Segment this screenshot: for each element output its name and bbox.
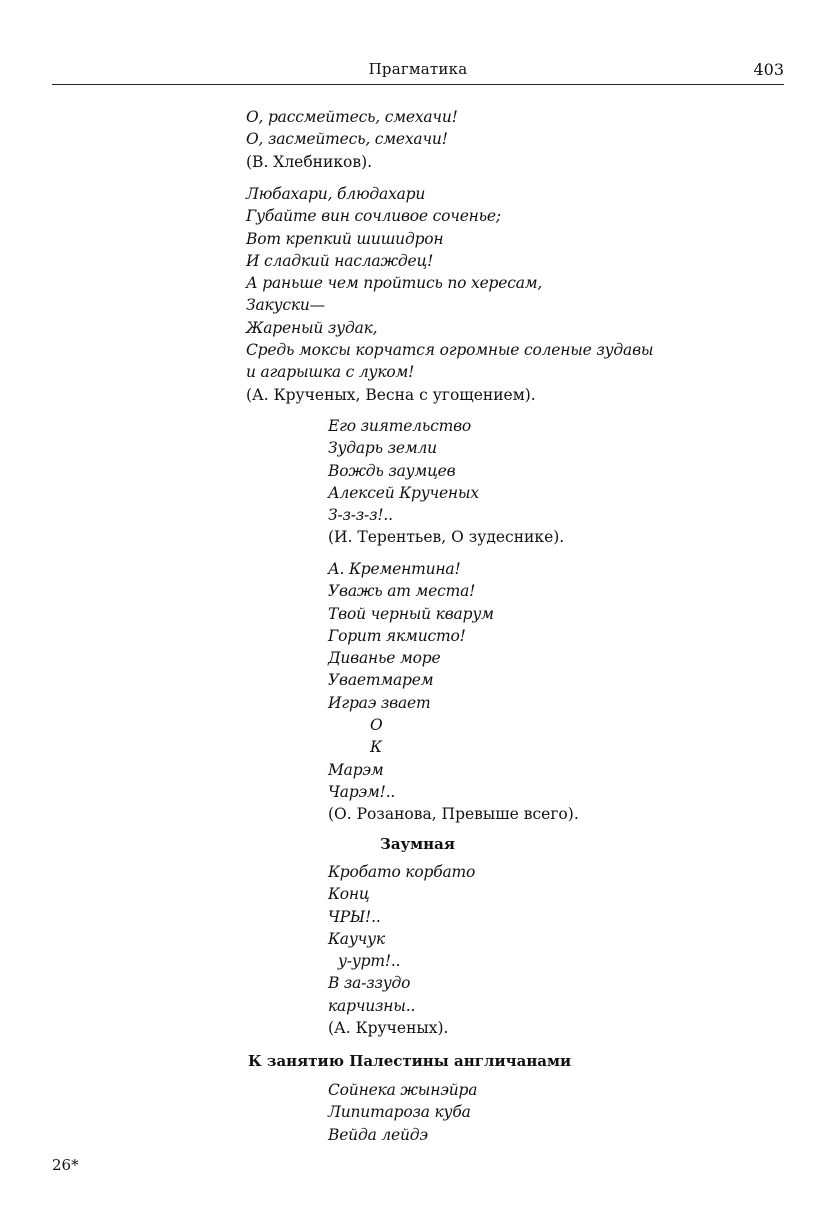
verse-line-indented: О	[370, 716, 383, 735]
verse-line: и агарышка с луком!	[246, 363, 415, 382]
verse-line: Горит якмисто!	[328, 626, 466, 645]
running-head-title: Прагматика	[368, 60, 468, 78]
verse-line: О, засмейтесь, смехачи!	[246, 130, 448, 149]
verse-line: Марэм	[328, 760, 384, 779]
stanza-terentyev	[328, 415, 564, 549]
verse-line: Играэ звает	[328, 693, 431, 712]
verse-line: Твой черный кварум	[328, 604, 494, 623]
signature-mark: 26*	[52, 1156, 79, 1174]
verse-line: Конц	[328, 885, 370, 904]
verse-line: В за-ззудо	[328, 974, 411, 993]
running-head	[52, 58, 784, 85]
verse-line: Вейда лейдэ	[328, 1125, 428, 1144]
verse-line: Зударь земли	[328, 439, 437, 458]
verse-line: ЧРЫ!..	[328, 907, 381, 926]
verse-line: Закуски—	[246, 296, 325, 315]
verse-line: Вождь заумцев	[328, 461, 456, 480]
verse-line: Уважь ат места!	[328, 582, 476, 601]
attribution: (А. Крученых, Весна с угощением).	[246, 385, 536, 404]
verse-line: Липитароза куба	[328, 1103, 471, 1122]
verse-line: Кробато корбато	[328, 863, 476, 881]
verse-line: Диванье море	[328, 649, 441, 668]
attribution: (В. Хлебников).	[246, 152, 373, 171]
verse-line: Алексей Крученых	[328, 483, 479, 502]
stanza-zaumnaya	[328, 861, 475, 1039]
attribution: (А. Крученых).	[328, 1019, 449, 1038]
verse-line: Средь моксы корчатся огромные соленые зудавы	[246, 341, 654, 360]
stanza-palestine	[328, 1079, 477, 1146]
verse-line: Губайте вин сочливое соченье;	[246, 207, 501, 226]
poem-title: К занятию Палестины англичанами	[248, 1052, 572, 1070]
verse-line: Вот крепкий шишидрон	[246, 229, 444, 248]
verse-line: О, рассмейтесь, смехачи!	[246, 108, 458, 126]
verse-line-indented: у-урт!..	[338, 952, 401, 971]
verse-line: карчизны..	[328, 996, 416, 1015]
verse-line: Его зиятельство	[328, 417, 472, 435]
attribution: (И. Терентьев, О зудеснике).	[328, 528, 565, 547]
verse-line: Жареный зудак,	[246, 318, 378, 337]
verse-line: Каучук	[328, 929, 385, 948]
verse-line: А. Крементина!	[328, 560, 461, 578]
verse-line-indented: К	[370, 738, 382, 757]
attribution: (О. Розанова, Превыше всего).	[328, 805, 579, 824]
page-number: 403	[753, 60, 784, 79]
verse-line: Сойнека жынэйра	[328, 1081, 478, 1099]
verse-line: Чарэм!..	[328, 782, 396, 801]
poem-title: Заумная	[380, 835, 455, 853]
verse-line: З-з-з-з!..	[328, 506, 393, 525]
stanza-rozanova	[328, 558, 579, 826]
verse-line: Любахари, блюдахари	[246, 185, 426, 203]
stanza-kruchenykh	[246, 183, 653, 406]
verse-line: Уваетмарем	[328, 671, 434, 690]
verse-line: И сладкий наслаждец!	[246, 251, 434, 270]
stanza-khlebnikov	[246, 106, 458, 173]
verse-line: А раньше чем пройтись по хересам,	[246, 274, 543, 293]
